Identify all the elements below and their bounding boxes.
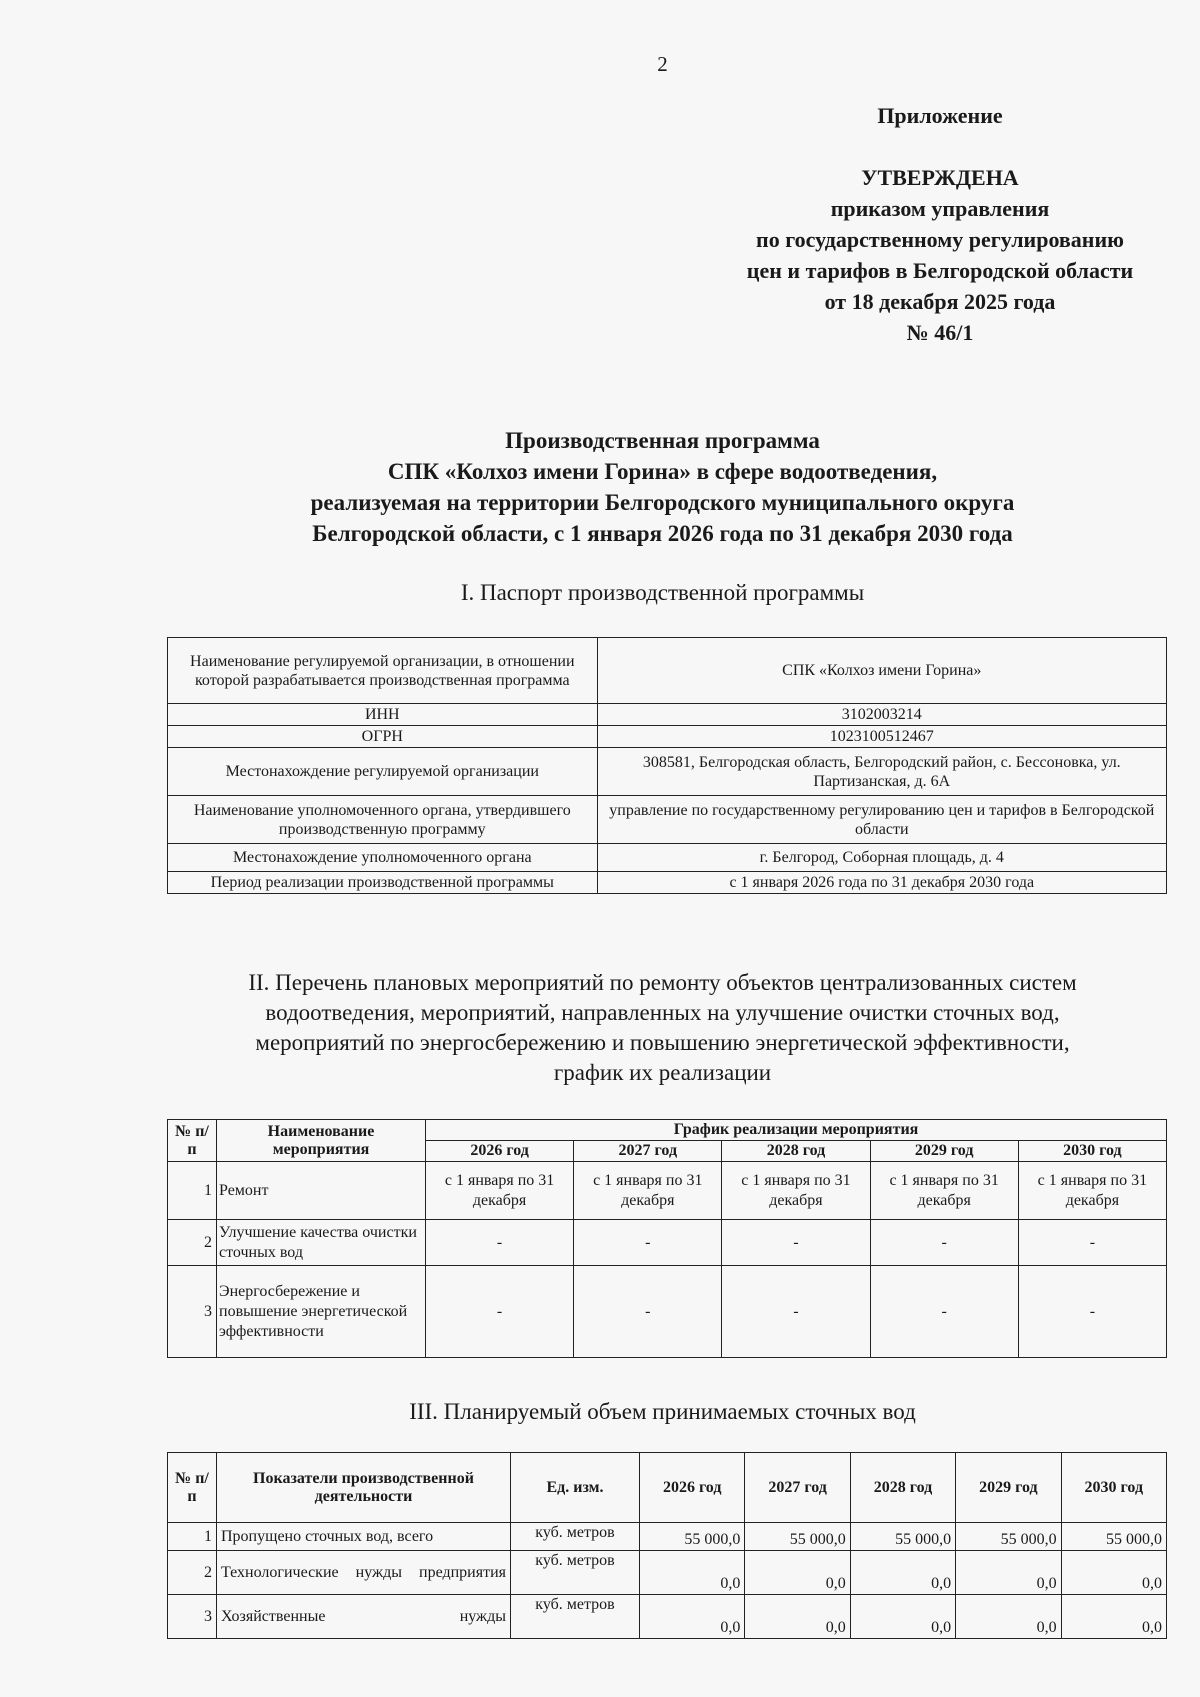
table-row (168, 748, 1167, 796)
col-header-year: 2028 год (850, 1453, 955, 1523)
title-line: СПК «Колхоз имени Горина» в сфере водоотведения, (387, 459, 938, 484)
schedule-cell: - (870, 1266, 1018, 1358)
heading-line: II. Перечень плановых мероприятий по ремонту объектов централизованных систем (248, 970, 1077, 995)
value-cell: 0,0 (850, 1595, 955, 1639)
col-header-year: 2026 год (426, 1141, 574, 1162)
schedule-cell: - (426, 1220, 574, 1266)
table-row (168, 1551, 1167, 1595)
col-header-num: № п/п (168, 1453, 217, 1523)
table-row (168, 638, 1167, 704)
col-header-schedule: График реализации мероприятия (426, 1120, 1167, 1141)
col-header-num: № п/п (168, 1120, 217, 1162)
page-number: 2 (657, 52, 668, 76)
value-cell: 0,0 (745, 1551, 850, 1595)
schedule-cell: - (1018, 1266, 1166, 1358)
passport-table (167, 637, 1167, 894)
col-header-year: 2028 год (722, 1141, 870, 1162)
approval-line: цен и тарифов в Белгородской области (746, 258, 1134, 283)
value-cell: 0,0 (640, 1551, 745, 1595)
passport-label: Наименование уполномоченного органа, утвердившего производственную программу (168, 796, 598, 844)
title-line: Белгородской области, с 1 января 2026 года по 31 декабря 2030 года (312, 521, 1013, 546)
schedule-cell: - (1018, 1220, 1166, 1266)
col-header-year: 2027 год (745, 1453, 850, 1523)
indicator-name: Пропущено сточных вод, всего (217, 1523, 511, 1551)
col-header-unit: Ед. изм. (511, 1453, 640, 1523)
event-name: Энергосбережение и повышение энергетической эффективности (217, 1266, 426, 1358)
table-row (168, 1523, 1167, 1551)
approval-date: от 18 декабря 2025 года (824, 289, 1056, 314)
table-header-row (168, 1453, 1167, 1523)
section2-heading (150, 968, 1175, 1088)
schedule-cell: - (574, 1266, 722, 1358)
approval-block (670, 100, 1200, 348)
event-name: Ремонт (217, 1162, 426, 1220)
title-line: Производственная программа (505, 428, 820, 453)
table-row (168, 704, 1167, 726)
unit-cell: куб. метров (511, 1551, 640, 1595)
value-cell: 55 000,0 (745, 1523, 850, 1551)
program-title (150, 425, 1175, 549)
row-num: 3 (168, 1266, 217, 1358)
table-row (168, 844, 1167, 872)
value-cell: 0,0 (1061, 1551, 1166, 1595)
row-num: 1 (168, 1523, 217, 1551)
schedule-cell: - (722, 1220, 870, 1266)
col-header-year: 2030 год (1018, 1141, 1166, 1162)
passport-label: Наименование регулируемой организации, в отношении которой разрабатывается производственная программа (168, 638, 598, 704)
approved-label: УТВЕРЖДЕНА (861, 165, 1019, 190)
passport-value: 308581, Белгородская область, Белгородский район, с. Бессоновка, ул. Партизанская, д. 6А (597, 748, 1166, 796)
passport-value: г. Белгород, Соборная площадь, д. 4 (597, 844, 1166, 872)
col-header-year: 2030 год (1061, 1453, 1166, 1523)
table-row (168, 1266, 1167, 1358)
schedule-cell: с 1 января по 31 декабря (426, 1162, 574, 1220)
approval-line: приказом управления (830, 196, 1050, 221)
value-cell: 0,0 (640, 1595, 745, 1639)
table-header-row (168, 1120, 1167, 1141)
schedule-cell: с 1 января по 31 декабря (574, 1162, 722, 1220)
approval-number: № 46/1 (906, 320, 974, 345)
heading-line: график их реализации (553, 1060, 772, 1085)
schedule-cell: с 1 января по 31 декабря (722, 1162, 870, 1220)
events-table (167, 1119, 1167, 1358)
value-cell: 0,0 (850, 1551, 955, 1595)
table-row (168, 872, 1167, 894)
table-row (168, 796, 1167, 844)
unit-cell: куб. метров (511, 1523, 640, 1551)
col-header-name: Наименование мероприятия (217, 1120, 426, 1162)
row-num: 3 (168, 1595, 217, 1639)
table-row (168, 726, 1167, 748)
heading-line: водоотведения, мероприятий, направленных на улучшение очистки сточных вод, (265, 1000, 1060, 1025)
passport-value: 1023100512467 (597, 726, 1166, 748)
schedule-cell: - (426, 1266, 574, 1358)
col-header-year: 2029 год (870, 1141, 1018, 1162)
indicator-name: Хозяйственные нужды (217, 1595, 511, 1639)
indicator-name: Технологические нужды предприятия (217, 1551, 511, 1595)
row-num: 2 (168, 1220, 217, 1266)
passport-value: с 1 января 2026 года по 31 декабря 2030 года (597, 872, 1166, 894)
col-header-year: 2026 год (640, 1453, 745, 1523)
value-cell: 0,0 (1061, 1595, 1166, 1639)
approval-line: по государственному регулированию (756, 227, 1124, 252)
heading-line: мероприятий по энергосбережению и повышению энергетической эффективности, (255, 1030, 1070, 1055)
unit-cell: куб. метров (511, 1595, 640, 1639)
section3-heading: III. Планируемый объем принимаемых сточных вод (409, 1399, 916, 1424)
value-cell: 55 000,0 (640, 1523, 745, 1551)
passport-value: 3102003214 (597, 704, 1166, 726)
row-num: 1 (168, 1162, 217, 1220)
section1-heading: I. Паспорт производственной программы (460, 580, 865, 605)
schedule-cell: - (722, 1266, 870, 1358)
schedule-cell: с 1 января по 31 декабря (1018, 1162, 1166, 1220)
col-header-year: 2029 год (956, 1453, 1061, 1523)
value-cell: 55 000,0 (850, 1523, 955, 1551)
event-name: Улучшение качества очистки сточных вод (217, 1220, 426, 1266)
passport-value: СПК «Колхоз имени Горина» (597, 638, 1166, 704)
col-header-year: 2027 год (574, 1141, 722, 1162)
passport-label: ОГРН (168, 726, 598, 748)
volume-table (167, 1452, 1167, 1639)
schedule-cell: - (574, 1220, 722, 1266)
appendix-label: Приложение (877, 103, 1003, 128)
col-header-name: Показатели производственной деятельности (217, 1453, 511, 1523)
schedule-cell: с 1 января по 31 декабря (870, 1162, 1018, 1220)
value-cell: 55 000,0 (1061, 1523, 1166, 1551)
value-cell: 0,0 (956, 1595, 1061, 1639)
row-num: 2 (168, 1551, 217, 1595)
passport-label: Местонахождение уполномоченного органа (168, 844, 598, 872)
passport-label: Местонахождение регулируемой организации (168, 748, 598, 796)
schedule-cell: - (870, 1220, 1018, 1266)
table-row (168, 1595, 1167, 1639)
value-cell: 55 000,0 (956, 1523, 1061, 1551)
title-line: реализуемая на территории Белгородского муниципального округа (310, 490, 1015, 515)
table-row (168, 1162, 1167, 1220)
passport-label: Период реализации производственной программы (168, 872, 598, 894)
passport-value: управление по государственному регулированию цен и тарифов в Белгородской области (597, 796, 1166, 844)
table-row (168, 1220, 1167, 1266)
value-cell: 0,0 (745, 1595, 850, 1639)
passport-label: ИНН (168, 704, 598, 726)
value-cell: 0,0 (956, 1551, 1061, 1595)
